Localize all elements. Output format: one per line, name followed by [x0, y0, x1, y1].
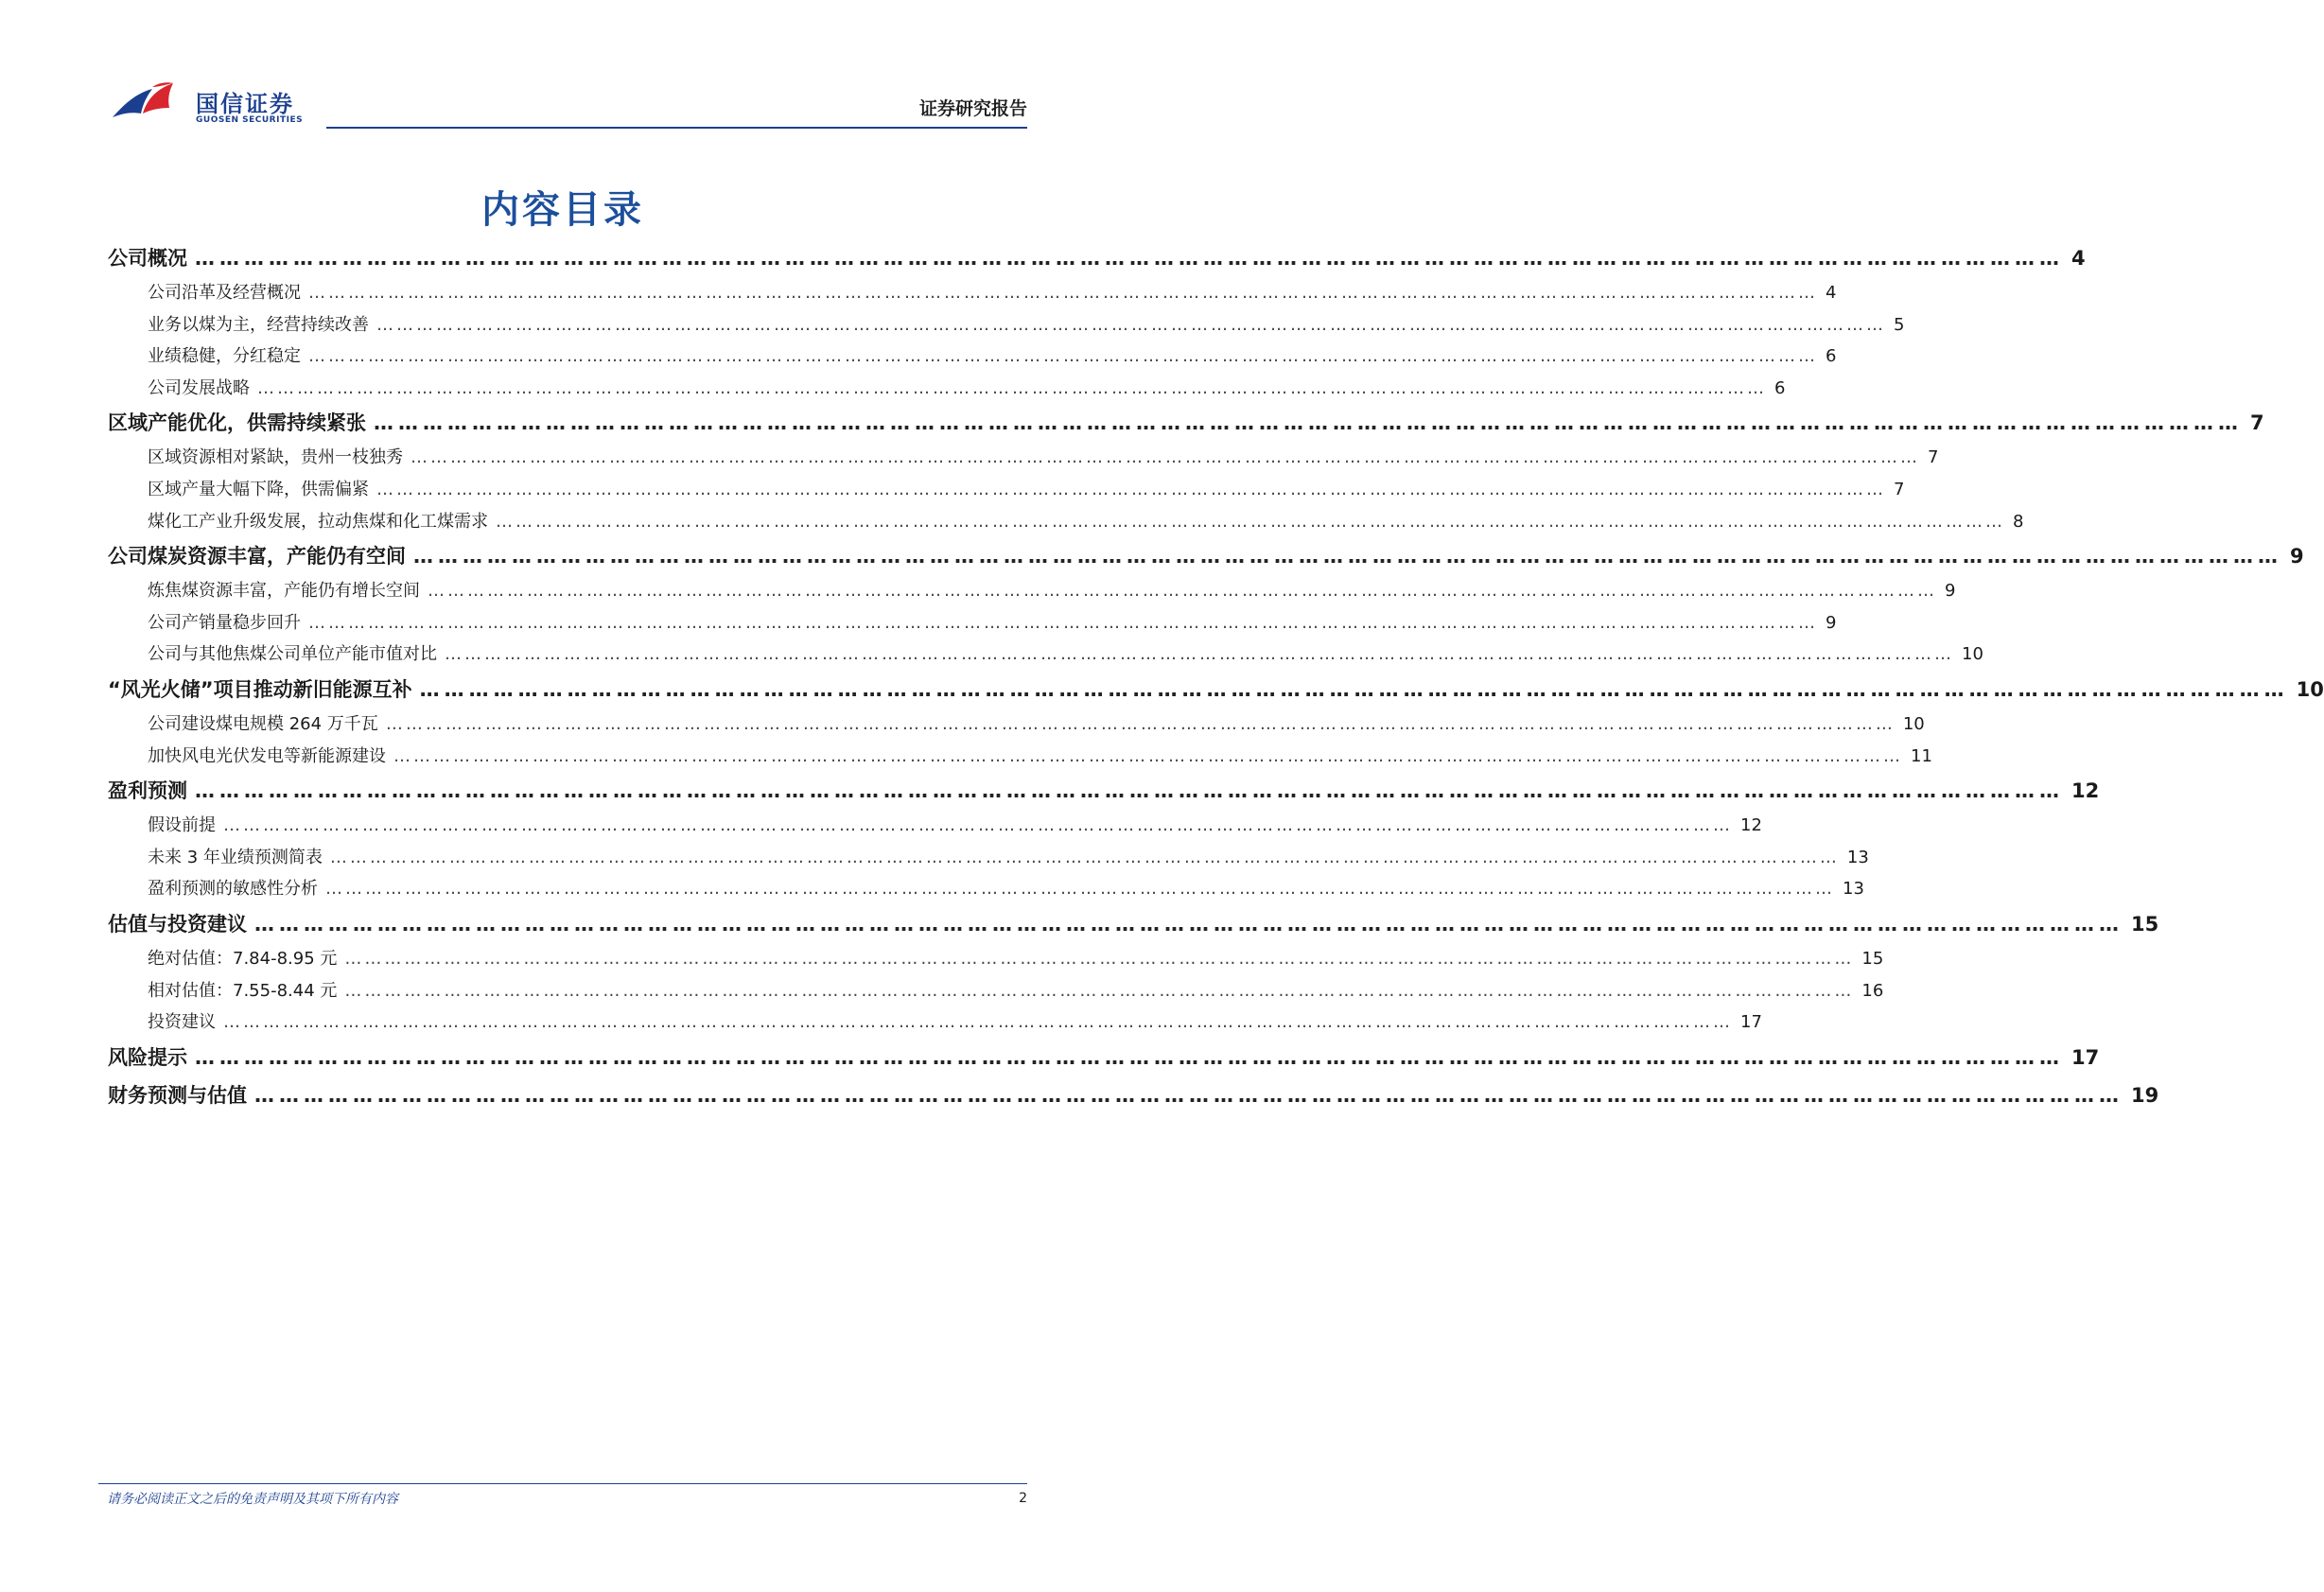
- toc-page-number: 17: [2071, 1045, 2100, 1069]
- toc-subsection-entry[interactable]: [108, 474, 1905, 506]
- page-number: 2: [1019, 1491, 1027, 1506]
- toc-entry-title: 业务以煤为主，经营持续改善: [148, 314, 369, 335]
- toc-entry-title: 区域产量大幅下降，供需偏紧: [148, 479, 369, 499]
- table-of-contents: [108, 239, 2324, 1114]
- guosen-logo-icon: [111, 79, 186, 125]
- toc-entry-title: 区域资源相对紧缺，贵州一枝独秀: [148, 447, 403, 468]
- toc-entry-title: 财务预测与估值: [108, 1083, 247, 1107]
- toc-subsection-entry[interactable]: [108, 575, 1956, 607]
- toc-subsection-entry[interactable]: [108, 442, 1939, 474]
- toc-page-number: 5: [1894, 314, 1905, 335]
- toc-subsection-entry[interactable]: [108, 1006, 1762, 1039]
- toc-page-number: 9: [2290, 545, 2304, 569]
- toc-section-entry[interactable]: [108, 1039, 2100, 1076]
- toc-entry-title: 公司产销量稳步回升: [148, 612, 301, 633]
- toc-entry-title: 公司沿革及经营概况: [148, 283, 301, 303]
- toc-section-entry[interactable]: [108, 537, 2304, 575]
- toc-subsection-entry[interactable]: [108, 506, 2024, 538]
- toc-page-number: 7: [1928, 447, 1939, 468]
- toc-leader-dots: …………………………………………………………………………………………………………………………………………………………………………………………………………: [195, 247, 2064, 270]
- toc-page-number: 8: [2013, 511, 2024, 532]
- toc-leader-dots: …………………………………………………………………………………………………………………………………………………………………………………………………………: [428, 581, 1937, 602]
- toc-entry-title: 估值与投资建议: [108, 912, 247, 936]
- toc-subsection-entry[interactable]: [108, 842, 1869, 874]
- toc-page-number: 17: [1740, 1012, 1762, 1033]
- guosen-logo: [111, 79, 309, 132]
- toc-subsection-entry[interactable]: [108, 309, 1905, 341]
- toc-subsection-entry[interactable]: [108, 975, 1884, 1007]
- toc-entry-title: 投资建议: [148, 1012, 216, 1033]
- header-divider: [326, 127, 1027, 129]
- toc-section-entry[interactable]: [108, 905, 2159, 943]
- toc-entry-title: 炼焦煤资源丰富，产能仍有增长空间: [148, 581, 420, 602]
- toc-page-number: 4: [2071, 247, 2086, 270]
- toc-leader-dots: …………………………………………………………………………………………………………………………………………………………………………………………………………: [344, 980, 1855, 1001]
- toc-section-entry[interactable]: [108, 1076, 2159, 1114]
- toc-section-entry[interactable]: [108, 239, 2086, 277]
- toc-title: 内容目录: [481, 188, 644, 232]
- toc-section-entry[interactable]: [108, 772, 2100, 810]
- toc-entry-title: 盈利预测的敏感性分析: [148, 879, 318, 900]
- page-header: [0, 0, 1126, 132]
- toc-leader-dots: …………………………………………………………………………………………………………………………………………………………………………………………………………: [374, 411, 2243, 435]
- toc-entry-title: 相对估值：7.55-8.44 元: [148, 980, 338, 1001]
- toc-entry-title: 盈利预测: [108, 779, 187, 803]
- toc-entry-title: 煤化工产业升级发展，拉动焦煤和化工煤需求: [148, 511, 488, 532]
- toc-page-number: 10: [1902, 713, 1925, 734]
- report-type-label: 证券研究报告: [918, 98, 1027, 119]
- toc-page-number: 19: [2131, 1083, 2159, 1107]
- toc-subsection-entry[interactable]: [108, 639, 1983, 671]
- toc-leader-dots: …………………………………………………………………………………………………………………………………………………………………………………………………………: [254, 912, 2123, 936]
- toc-leader-dots: …………………………………………………………………………………………………………………………………………………………………………………………………………: [223, 815, 1733, 836]
- toc-leader-dots: …………………………………………………………………………………………………………………………………………………………………………………………………………: [419, 677, 2289, 701]
- toc-entry-title: 公司与其他焦煤公司单位产能市值对比: [148, 644, 437, 665]
- toc-entry-title: 绝对估值：7.84-8.95 元: [148, 948, 338, 969]
- toc-page-number: 15: [1861, 948, 1884, 969]
- toc-entry-title: 公司概况: [108, 247, 187, 270]
- toc-leader-dots: …………………………………………………………………………………………………………………………………………………………………………………………………………: [308, 346, 1818, 367]
- toc-entry-title: 公司建设煤电规模 264 万千瓦: [148, 713, 378, 734]
- toc-leader-dots: …………………………………………………………………………………………………………………………………………………………………………………………………………: [385, 713, 1896, 734]
- toc-page-number: 13: [1846, 847, 1869, 867]
- toc-leader-dots: …………………………………………………………………………………………………………………………………………………………………………………………………………: [413, 545, 2282, 569]
- toc-subsection-entry[interactable]: [108, 341, 1837, 373]
- toc-entry-title: “风光火储”项目推动新旧能源互补: [108, 677, 412, 701]
- toc-leader-dots: …………………………………………………………………………………………………………………………………………………………………………………………………………: [195, 1045, 2064, 1069]
- toc-leader-dots: …………………………………………………………………………………………………………………………………………………………………………………………………………: [257, 377, 1767, 398]
- toc-leader-dots: …………………………………………………………………………………………………………………………………………………………………………………………………………: [376, 314, 1886, 335]
- toc-subsection-entry[interactable]: [108, 607, 1837, 639]
- toc-page-number: 13: [1843, 879, 1864, 900]
- toc-entry-title: 假设前提: [148, 815, 216, 836]
- toc-subsection-entry[interactable]: [108, 709, 1925, 741]
- toc-leader-dots: …………………………………………………………………………………………………………………………………………………………………………………………………………: [344, 948, 1855, 969]
- toc-section-entry[interactable]: [108, 671, 2324, 709]
- toc-leader-dots: …………………………………………………………………………………………………………………………………………………………………………………………………………: [254, 1083, 2123, 1107]
- toc-entry-title: 加快风电光伏发电等新能源建设: [148, 745, 386, 766]
- toc-page-number: 16: [1861, 980, 1884, 1001]
- toc-leader-dots: …………………………………………………………………………………………………………………………………………………………………………………………………………: [195, 779, 2064, 803]
- toc-page-number: 15: [2131, 912, 2159, 936]
- toc-entry-title: 业绩稳健，分红稳定: [148, 346, 301, 367]
- toc-page-number: 7: [1894, 479, 1905, 499]
- toc-leader-dots: …………………………………………………………………………………………………………………………………………………………………………………………………………: [308, 283, 1818, 303]
- toc-leader-dots: …………………………………………………………………………………………………………………………………………………………………………………………………………: [325, 879, 1835, 900]
- toc-page-number: 7: [2250, 411, 2264, 435]
- toc-page-number: 10: [2296, 677, 2324, 701]
- toc-entry-title: 公司煤炭资源丰富，产能仍有空间: [108, 545, 406, 569]
- toc-entry-title: 未来 3 年业绩预测简表: [148, 847, 323, 867]
- brand-name-en: GUOSEN SECURITIES: [196, 115, 304, 125]
- toc-subsection-entry[interactable]: [108, 277, 1837, 309]
- toc-subsection-entry[interactable]: [108, 943, 1884, 975]
- toc-page-number: 4: [1826, 283, 1837, 303]
- toc-page-number: 6: [1774, 377, 1786, 398]
- toc-leader-dots: …………………………………………………………………………………………………………………………………………………………………………………………………………: [308, 612, 1818, 633]
- toc-page-number: 12: [2071, 779, 2100, 803]
- toc-subsection-entry[interactable]: [108, 741, 1932, 773]
- toc-subsection-entry[interactable]: [108, 810, 1762, 842]
- toc-page-number: 11: [1911, 745, 1932, 766]
- footer-divider: [98, 1483, 1027, 1484]
- toc-leader-dots: …………………………………………………………………………………………………………………………………………………………………………………………………………: [376, 479, 1886, 499]
- toc-page-number: 6: [1826, 346, 1837, 367]
- footer-disclaimer: 请务必阅读正文之后的免责声明及其项下所有内容: [107, 1492, 398, 1507]
- toc-entry-title: 风险提示: [108, 1045, 187, 1069]
- toc-page-number: 9: [1945, 581, 1956, 602]
- toc-page-number: 12: [1740, 815, 1762, 836]
- toc-leader-dots: …………………………………………………………………………………………………………………………………………………………………………………………………………: [496, 511, 2005, 532]
- toc-subsection-entry[interactable]: [108, 373, 1786, 405]
- toc-entry-title: 公司发展战略: [148, 377, 250, 398]
- toc-leader-dots: …………………………………………………………………………………………………………………………………………………………………………………………………………: [411, 447, 1920, 468]
- toc-page-number: 9: [1826, 612, 1837, 633]
- toc-page-number: 10: [1962, 644, 1983, 665]
- toc-section-entry[interactable]: [108, 404, 2264, 442]
- toc-subsection-entry[interactable]: [108, 873, 1864, 905]
- toc-leader-dots: …………………………………………………………………………………………………………………………………………………………………………………………………………: [223, 1012, 1733, 1033]
- toc-leader-dots: …………………………………………………………………………………………………………………………………………………………………………………………………………: [329, 847, 1840, 867]
- brand-name-cn: 国信证券: [196, 91, 294, 117]
- toc-leader-dots: …………………………………………………………………………………………………………………………………………………………………………………………………………: [445, 644, 1954, 665]
- toc-leader-dots: …………………………………………………………………………………………………………………………………………………………………………………………………………: [393, 745, 1903, 766]
- toc-entry-title: 区域产能优化，供需持续紧张: [108, 411, 366, 435]
